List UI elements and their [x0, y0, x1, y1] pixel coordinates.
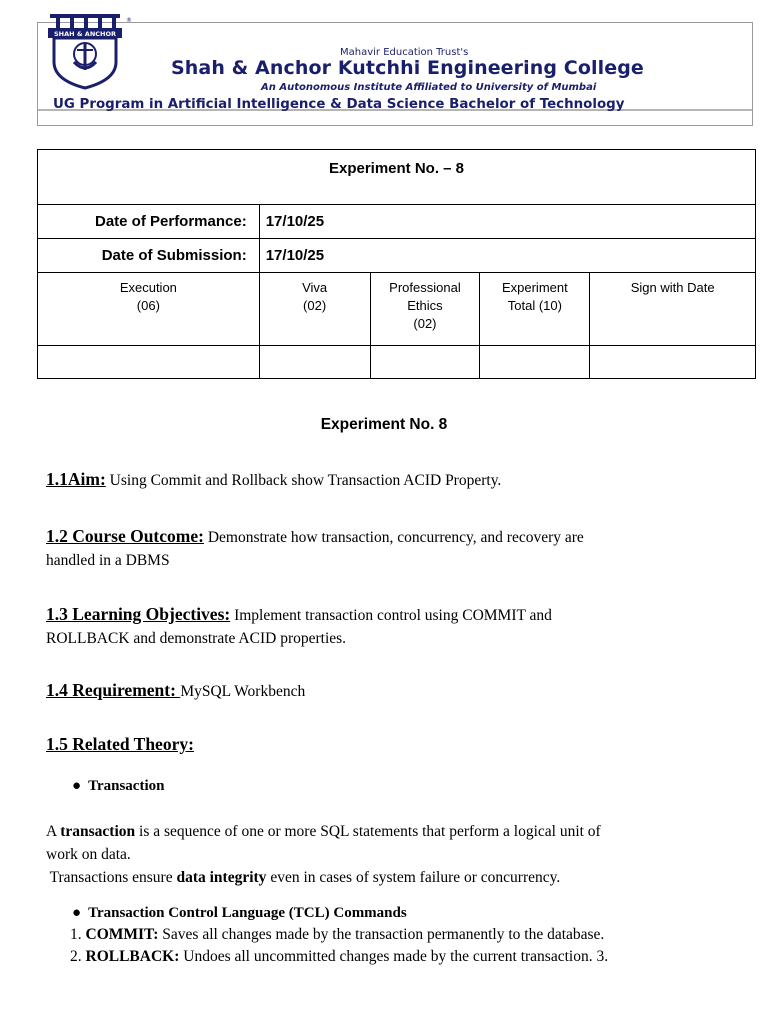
document-title: Experiment No. 8 — [320, 416, 448, 433]
bullet-transaction-text: Transaction — [88, 778, 165, 794]
marks-cell-ethics — [370, 346, 480, 379]
marks-cell-execution — [38, 346, 260, 379]
svg-text:®: ® — [126, 17, 132, 24]
marks-cell-sign — [590, 346, 756, 379]
college-logo-icon — [48, 12, 140, 92]
learning-objectives-heading: 1.3 Learning Objectives: — [46, 604, 231, 624]
marks-cell-viva — [259, 346, 370, 379]
program-line: UG Program in Artificial Intelligence & Data Science Bachelor of Technology — [53, 97, 625, 112]
course-outcome-text-2: handled in a DBMS — [46, 552, 170, 569]
performance-date-value: 17/10/25 — [259, 205, 755, 239]
performance-date-label: Date of Performance: — [38, 205, 260, 239]
requirement-heading: 1.4 Requirement: — [46, 680, 181, 700]
marks-header-execution: Execution (06) — [38, 273, 260, 346]
list-item-rollback: 2. ROLLBACK: Undoes all uncommitted changes made by the current transaction. 3. — [70, 948, 609, 965]
bullet-tcl-text: Transaction Control Language (TCL) Commands — [88, 905, 407, 921]
trust-name: Mahavir Education Trust's — [340, 47, 469, 58]
marks-cell-total — [480, 346, 590, 379]
bullet-dot-icon: ● — [72, 905, 82, 921]
theory-heading: 1.5 Related Theory: — [46, 734, 194, 754]
transaction-paragraph: A transaction is a sequence of one or more SQL statements that perform a logical unit of work on data. Transactions ensure data integrity even in cases of system failure or concurrency. — [46, 823, 601, 886]
requirement-text: MySQL Workbench — [180, 683, 306, 700]
marks-header-total: Experiment Total (10) — [480, 273, 590, 346]
learning-objectives-text-2: ROLLBACK and demonstrate ACID properties. — [46, 630, 347, 647]
list-item-commit: 1. COMMIT: Saves all changes made by the transaction permanently to the database. — [70, 926, 605, 943]
experiment-info-table — [37, 149, 756, 379]
bullet-dot-icon: ● — [72, 778, 82, 794]
college-name: Shah & Anchor Kutchhi Engineering College — [171, 57, 644, 79]
submission-date-label: Date of Submission: — [38, 239, 260, 273]
autonomous-line: An Autonomous Institute Affiliated to University of Mumbai — [261, 82, 597, 93]
aim-heading: 1.1Aim: — [46, 469, 106, 489]
requirement-section — [46, 679, 716, 703]
learning-objectives-section — [46, 603, 716, 650]
bullet-tcl — [72, 905, 407, 922]
experiment-title: Experiment No. – 8 — [328, 160, 465, 177]
theory-section — [46, 733, 716, 757]
marks-header-ethics: Professional Ethics (02) — [370, 273, 480, 346]
marks-header-viva: Viva (02) — [259, 273, 370, 346]
course-outcome-text: Demonstrate how transaction, concurrency, and recovery are — [207, 529, 584, 546]
learning-objectives-text: Implement transaction control using COMMIT and — [234, 607, 552, 624]
logo-text: SHAH & ANCHOR — [54, 30, 116, 38]
course-outcome-section — [46, 525, 716, 572]
experiment-title-cell — [38, 150, 756, 205]
marks-header-sign: Sign with Date — [590, 273, 756, 346]
aim-text: Using Commit and Rollback show Transaction ACID Property. — [109, 472, 502, 489]
course-outcome-heading: 1.2 Course Outcome: — [46, 526, 204, 546]
bullet-transaction — [72, 778, 164, 795]
submission-date-value: 17/10/25 — [259, 239, 755, 273]
aim-section — [46, 468, 716, 492]
